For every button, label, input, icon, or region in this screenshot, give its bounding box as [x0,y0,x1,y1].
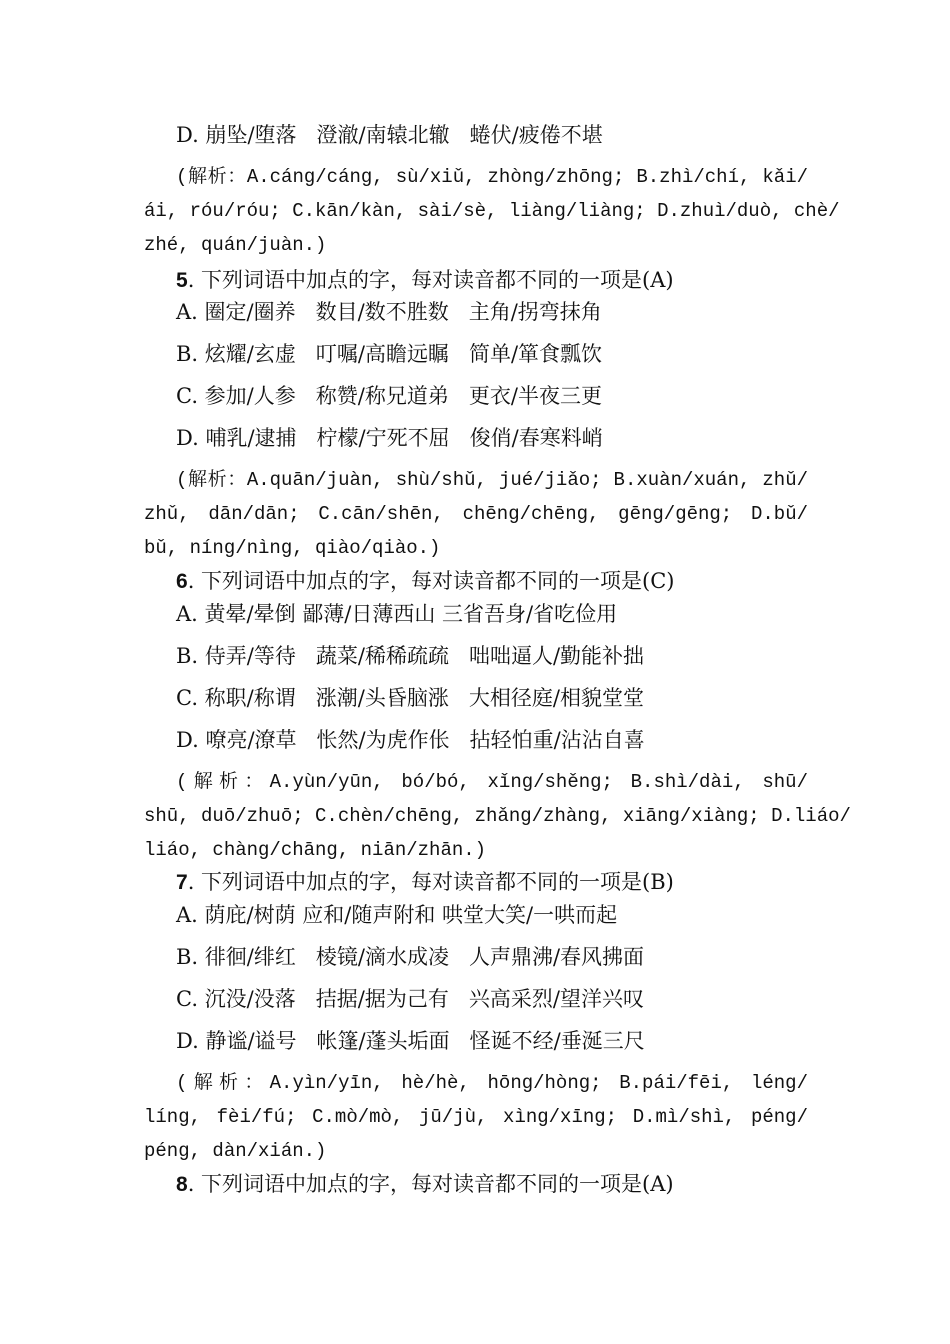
q5-option-b: B. 炫耀/玄虚 叮嘱/高瞻远瞩 简单/箪食瓢饮 [176,342,603,366]
q7-option-b: B. 徘徊/绯红 棱镜/滴水成凌 人声鼎沸/春风拂面 [176,945,645,969]
q4-analysis-line-2: ái, róu/róu; C.kān/kàn, sài/sè, liàng/liàng; D.zhuì/duò, chè/ [144,200,840,222]
q8-number: 8 [176,1173,188,1196]
q6-analysis-line-1: (解析：A.yùn/yūn, bó/bó, xǐng/shěng; B.shì/dài, shū/ [176,771,808,793]
q4-option-d: D. 崩坠/堕落 澄澈/南辕北辙 蜷伏/疲倦不堪 [176,123,603,147]
q7-number: 7 [176,871,188,894]
q7-option-c: C. 沉没/没落 拮据/据为己有 兴高采烈/望洋兴叹 [176,987,644,1011]
q5-number: 5 [176,269,188,292]
q7-analysis-line-2: líng, fèi/fú; C.mò/mò, jū/jù, xìng/xīng; D.mì/shì, péng/ [144,1106,808,1128]
q6-analysis-line-3: liáo, chàng/chāng, niān/zhān.) [144,839,487,861]
q6-option-d: D. 嘹亮/潦草 怅然/为虎作伥 拈轻怕重/沾沾自喜 [176,728,645,752]
q7-option-d: D. 静谧/谥号 帐篷/蓬头垢面 怪诞不经/垂涎三尺 [176,1029,645,1053]
q5-stem [176,265,674,296]
q5-stem-text: . 下列词语中加点的字，每对读音都不同的一项是(A) [187,268,674,292]
q5-analysis-line-3: bǔ, níng/nìng, qiào/qiào.) [144,537,441,559]
q6-option-a: A. 黄晕/晕倒 鄙薄/日薄西山 三省吾身/省吃俭用 [176,602,618,626]
q8-stem-text: . 下列词语中加点的字，每对读音都不同的一项是(A) [187,1172,674,1196]
q4-analysis-line-3: zhé, quán/juàn.) [144,234,327,256]
q8-stem [176,1169,674,1200]
q7-analysis-line-1: (解析：A.yìn/yīn, hè/hè, hōng/hòng; B.pái/fēi, léng/ [176,1072,808,1094]
q6-number: 6 [176,570,188,593]
q4-analysis-line-1: (解析：A.cáng/cáng, sù/xiǔ, zhòng/zhōng; B.zhì/chí, kǎi/ [176,166,808,188]
q7-option-a: A. 荫庇/树荫 应和/随声附和 哄堂大笑/一哄而起 [176,903,618,927]
q6-option-c: C. 称职/称谓 涨潮/头昏脑涨 大相径庭/相貌堂堂 [176,686,644,710]
q7-stem [176,867,674,898]
q6-stem [176,566,675,597]
q7-stem-text: . 下列词语中加点的字，每对读音都不同的一项是(B) [187,870,674,894]
q6-stem-text: . 下列词语中加点的字，每对读音都不同的一项是(C) [187,569,675,593]
q5-analysis-line-2: zhǔ, dān/dān; C.cān/shēn, chēng/chēng, gēng/gēng; D.bǔ/ [144,503,808,525]
q6-option-b: B. 侍弄/等待 蔬菜/稀稀疏疏 咄咄逼人/勤能补拙 [176,644,645,668]
q5-analysis-line-1: (解析：A.quān/juàn, shù/shǔ, jué/jiǎo; B.xuàn/xuán, zhǔ/ [176,469,808,491]
q5-option-a: A. 圈定/圈养 数目/数不胜数 主角/拐弯抹角 [176,300,602,324]
q5-option-c: C. 参加/人参 称赞/称兄道弟 更衣/半夜三更 [176,384,602,408]
q6-analysis-line-2: shū, duō/zhuō; C.chèn/chēng, zhǎng/zhàng, xiāng/xiàng; D.liáo/ [144,805,851,827]
q5-option-d: D. 哺乳/逮捕 柠檬/宁死不屈 俊俏/春寒料峭 [176,426,603,450]
q7-analysis-line-3: péng, dàn/xián.) [144,1140,327,1162]
